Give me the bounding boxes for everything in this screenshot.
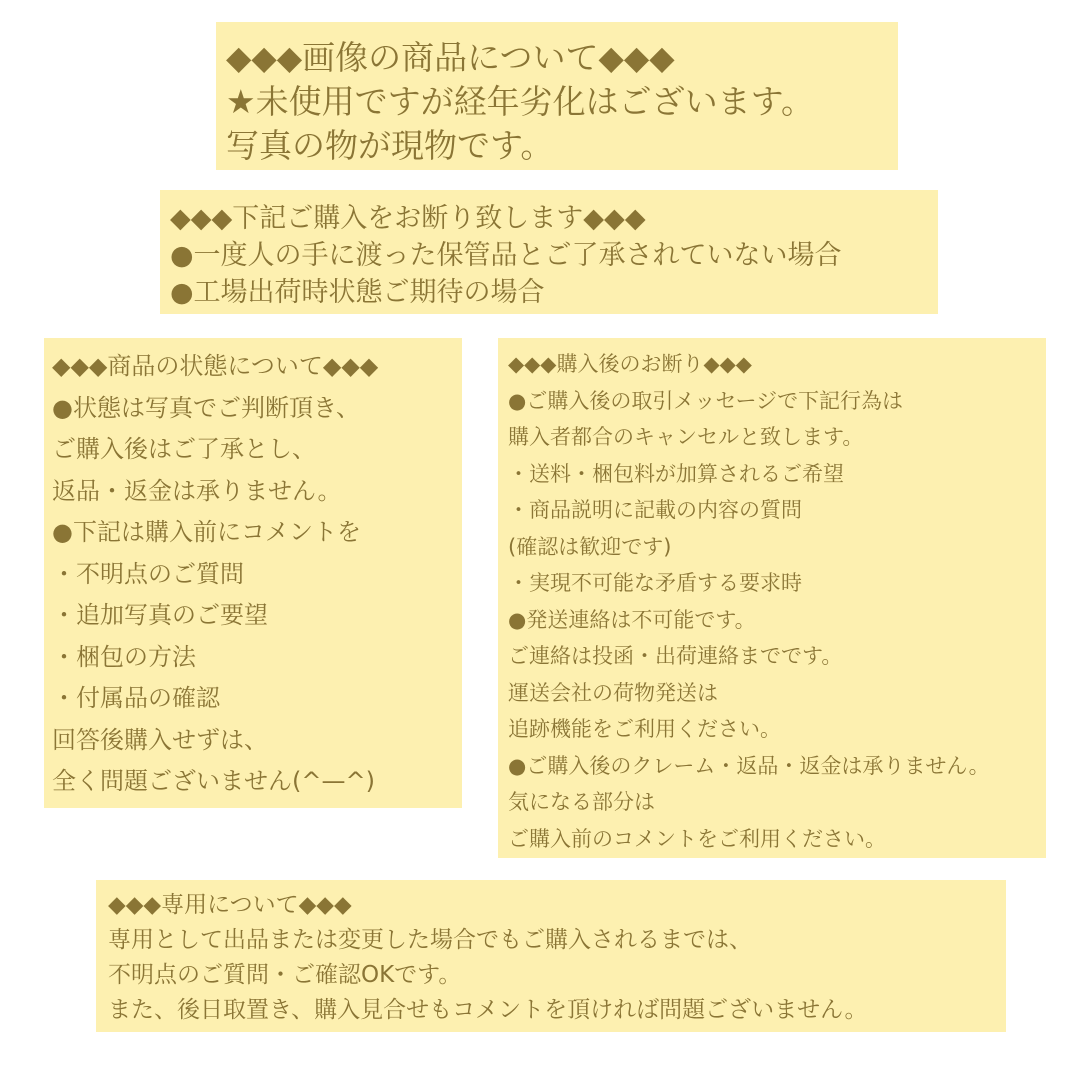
- notice-line: ・付属品の確認: [52, 684, 220, 712]
- notice-block-exclusive-listing: [96, 880, 1006, 1032]
- notice-line: ●下記は購入前にコメントを: [52, 518, 361, 546]
- notice-line: ◆◆◆下記ご購入をお断り致します◆◆◆: [170, 203, 646, 234]
- notice-line: 追跡機能をご利用ください。: [508, 717, 781, 741]
- notice-line: ★未使用ですが経年劣化はございます。: [226, 82, 814, 121]
- notice-line: 専用として出品または変更した場合でもご購入されるまでは、: [108, 927, 752, 953]
- notice-line: ●状態は写真でご判断頂き、: [52, 393, 360, 422]
- notice-line: 写真の物が現物です。: [226, 126, 554, 165]
- notice-line: ●ご購入後の取引メッセージで下記行為は: [508, 388, 904, 413]
- notice-line: ご購入前のコメントをご利用ください。: [508, 826, 886, 851]
- notice-line: 購入者都合のキャンセルと致します。: [508, 425, 864, 449]
- notice-block-product-image: [216, 22, 898, 170]
- notice-block-item-condition: [44, 338, 462, 808]
- notice-line: ●ご購入後のクレーム・返品・返金は承りません。: [508, 753, 990, 778]
- notice-line: ・追加写真のご要望: [52, 601, 268, 629]
- notice-line: ・梱包の方法: [52, 642, 196, 671]
- notice-line: ◆◆◆画像の商品について◆◆◆: [226, 38, 675, 77]
- notice-line: ◆◆◆専用について◆◆◆: [108, 892, 352, 918]
- notice-line: ●一度人の手に渡った保管品とご了承されていない場合: [170, 240, 842, 271]
- notice-line: 不明点のご質問・ご確認OKです。: [108, 962, 462, 988]
- notice-block-after-purchase: [498, 338, 1046, 858]
- notice-line: ・不明点のご質問: [52, 559, 244, 588]
- notice-line: ご連絡は投函・出荷連絡までです。: [508, 644, 843, 668]
- notice-line: 気になる部分は: [508, 790, 655, 814]
- notice-block-purchase-refusal: [160, 190, 938, 314]
- notice-line: ご購入後はご了承とし、: [52, 435, 316, 463]
- notice-line: ●発送連絡は不可能です。: [508, 607, 756, 632]
- notice-line: ◆◆◆購入後のお断り◆◆◆: [508, 352, 752, 376]
- notice-line: 運送会社の荷物発送は: [508, 680, 718, 705]
- notice-line: 返品・返金は承りません。: [52, 476, 342, 505]
- notice-line: ・商品説明に記載の内容の質問: [508, 498, 802, 522]
- notice-line: ◆◆◆商品の状態について◆◆◆: [52, 352, 379, 380]
- notice-line: また、後日取置き、購入見合せもコメントを頂ければ問題ございません。: [108, 997, 868, 1023]
- notice-line: ●工場出荷時状態ご期待の場合: [170, 277, 545, 308]
- notice-line: (確認は歓迎です): [508, 534, 672, 559]
- notice-line: ・実現不可能な矛盾する要求時: [508, 571, 802, 595]
- notice-line: 全く問題ございません(^—^): [52, 767, 375, 795]
- notice-line: 回答後購入せずは、: [52, 725, 268, 754]
- notice-line: ・送料・梱包料が加算されるご希望: [508, 461, 844, 486]
